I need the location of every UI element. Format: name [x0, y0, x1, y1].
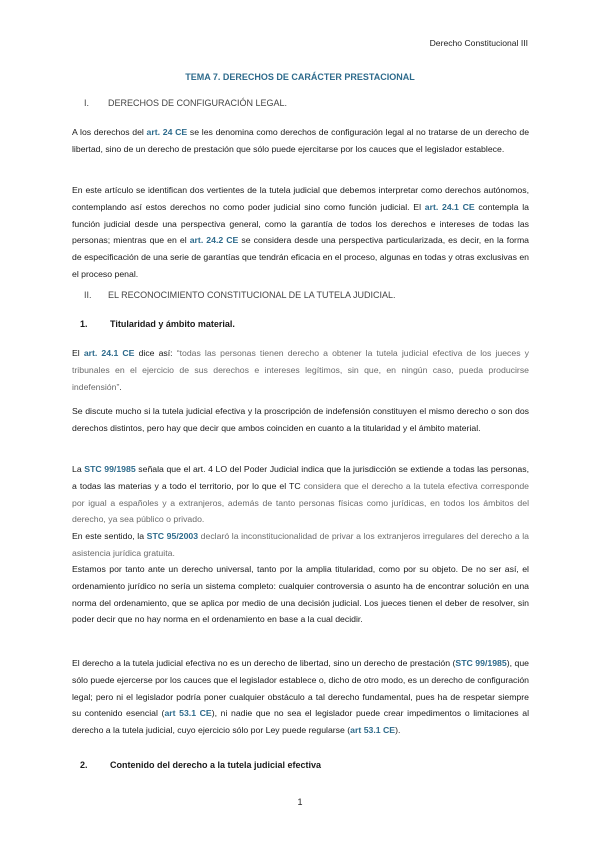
paragraph-6: [72, 561, 529, 628]
legal-reference: STC 99/1985: [84, 464, 136, 474]
paragraph-5: [72, 461, 529, 562]
paragraph-7: [72, 655, 529, 739]
text-run: En este artículo se identifican dos vertientes de la tutela judicial que debemos interpretar como derechos autónomos, contemplando así estos derechos no como poder judicial sino como función judicial. El: [72, 185, 529, 212]
text-run: A los derechos del: [72, 127, 147, 137]
text-run: El: [72, 348, 84, 358]
subsection-label: Contenido del derecho a la tutela judicial efectiva: [110, 760, 322, 770]
subsection-number: 2.: [80, 760, 88, 770]
paragraph-4: [72, 403, 529, 437]
legal-reference: art. 24.2 CE: [189, 235, 239, 246]
section-heading-1: [84, 98, 287, 108]
legal-reference: art 53.1 CE: [350, 725, 396, 736]
text-run: En este sentido, la: [72, 531, 147, 542]
text-run: se considera desde una perspectiva particularizada, es decir, en la forma de especificación de una serie de garantías que tendrán eficacia en el proceso, algunas en todas y otras exclusivas en el proceso penal.: [72, 235, 530, 279]
text-run: dice así:: [134, 348, 177, 358]
chapter-title: TEMA 7. DERECHOS DE CARÁCTER PRESTACIONAL: [185, 72, 415, 82]
text-run: ), que sólo puede ejercerse por los cauces que el legislador establece o, dicho de otro modo, es un derecho de configuración legal; pero ni el legislador podría poner cualquier obstáculo a tal derecho fundamental, pues ha de respetar siempre su contenido esencial (: [72, 658, 529, 719]
subsection-label: Titularidad y ámbito material.: [110, 319, 235, 329]
legal-reference: art. 24.1 CE: [424, 201, 475, 212]
section-heading-2: [84, 290, 396, 300]
subsection-number: 1.: [80, 319, 88, 329]
quoted-text: declaró la inconstitucionalidad de privar a los extranjeros irregulares del derecho a la asistencia jurídica gratuita.: [72, 531, 529, 558]
paragraph-2: [72, 182, 529, 283]
text-run: ), ni nadie que no sea el legislador puede crear impedimentos o limitaciones al derecho a la tutela judicial, cuyo ejercicio sólo por Ley puede regularse (: [72, 708, 529, 736]
legal-reference: STC 95/2003: [146, 531, 199, 542]
section-number: I.: [84, 98, 90, 108]
section-label: EL RECONOCIMIENTO CONSTITUCIONAL DE LA TUTELA JUDICIAL.: [108, 290, 396, 300]
paragraph-1: [72, 124, 529, 158]
legal-reference: art. 24 CE: [146, 127, 188, 137]
section-number: II.: [84, 290, 92, 300]
text-run: Estamos por tanto ante un derecho universal, tanto por la amplia titularidad, como por su objeto. De no ser así, el ordenamiento jurídico no sería un sistema completo: cualquier controversia o asunto ha de encontrar solución en una norma del ordenamiento, que se aplica por medio de una decisión judicial. Los jueces tienen el deber de resolver, sin poder decir que no hay norma en el ordenamiento en base a la cual decidir.: [72, 564, 529, 625]
text-run: se les denomina como derechos de configuración legal al no tratarse de un derecho de libertad, sino de un derecho de prestación que sólo puede ejercitarse por los cauces que el legislador establece.: [72, 127, 530, 154]
paragraph-3: [72, 345, 529, 395]
running-header: Derecho Constitucional III: [429, 38, 528, 48]
legal-reference: STC 99/1985: [455, 658, 507, 668]
page-number: 1: [297, 797, 303, 807]
text-run: contempla la función judicial desde una perspectiva general, como la garantía de todos los derechos e intereses de todas las personas; mientras que en el: [72, 201, 530, 246]
quoted-text: “todas las personas tienen derecho a obtener la tutela judicial efectiva de los jueces y tribunales en el ejercicio de sus derechos e intereses legítimos, sin que, en ningún caso, pueda producirse indefensión”: [72, 348, 529, 392]
text-run: señala que el art. 4 LO del Poder Judicial indica que la jurisdicción se extiende a todas las personas, a todas las materias y a todo el territorio, por lo que el TC: [72, 464, 530, 491]
text-run: ).: [395, 725, 401, 736]
legal-reference: art. 24.1 CE: [83, 348, 135, 358]
text-run: Se discute mucho si la tutela judicial efectiva y la proscripción de indefensión constituyen el mismo derecho o son dos derechos distintos, pero hay que decir que ambos coinciden en cuanto a la titularidad y el ámbito material.: [72, 406, 529, 433]
text-run: El derecho a la tutela judicial efectiva no es un derecho de libertad, sino un derecho de prestación (: [72, 658, 456, 668]
legal-reference: art 53.1 CE: [164, 708, 212, 719]
quoted-text: considera que el derecho a la tutela efectiva corresponde por igual a españoles y a extranjeros, además de tanto personas físicas como jurídicas, en todos los ámbitos del derecho, ya sea público o privado.: [72, 480, 529, 525]
text-run: .: [119, 381, 122, 392]
text-run: La: [72, 464, 85, 474]
subsection-heading-2: [80, 760, 321, 770]
section-label: DERECHOS DE CONFIGURACIÓN LEGAL.: [108, 98, 288, 108]
subsection-heading-1: [80, 319, 235, 329]
